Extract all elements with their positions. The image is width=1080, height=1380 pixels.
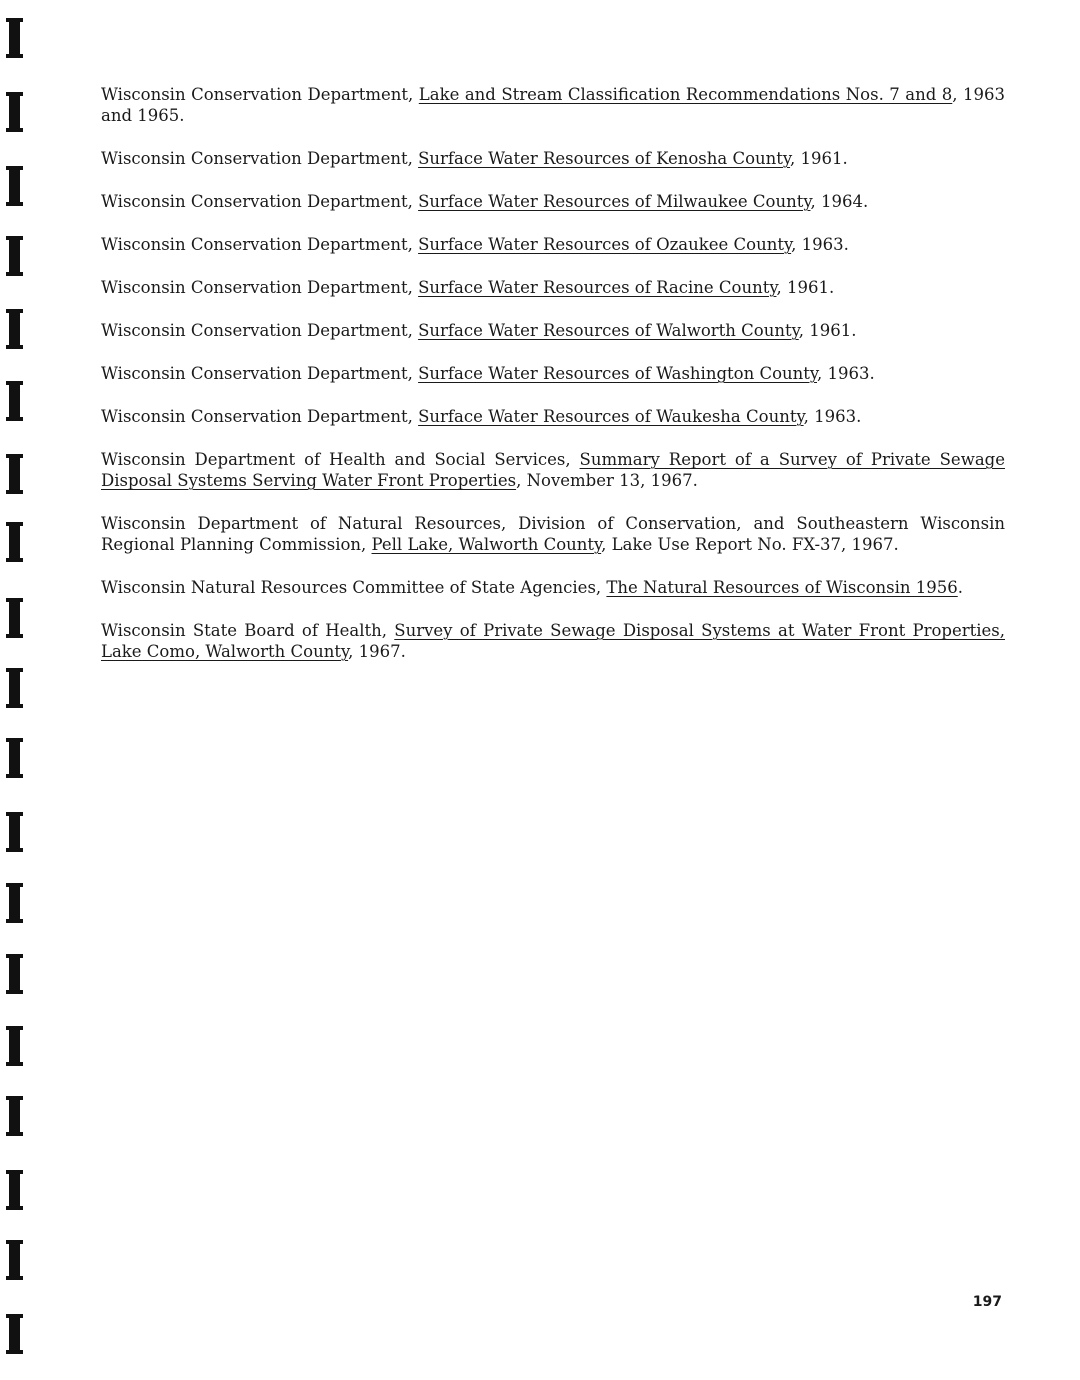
- binder-hole: [9, 668, 20, 708]
- reference-title: Surface Water Resources of Waukesha County: [418, 407, 804, 426]
- reference-entry: [101, 620, 1005, 662]
- reference-author: Wisconsin Natural Resources Committee of State Agencies,: [101, 578, 607, 597]
- reference-entry: [101, 320, 1005, 341]
- binder-hole: [9, 883, 20, 923]
- reference-author: Wisconsin Conservation Department,: [101, 407, 419, 426]
- reference-details: , November 13, 1967.: [516, 471, 698, 490]
- reference-author: Wisconsin Conservation Department,: [101, 321, 419, 340]
- reference-details: , 1963.: [817, 364, 875, 383]
- reference-details: , 1963 and 1965.: [101, 85, 1006, 125]
- reference-title: Survey of Private Sewage Disposal Systems at Water Front Properties, Lake Como, Walworth County: [101, 621, 1005, 661]
- reference-entry: [101, 449, 1005, 491]
- reference-details: , 1961.: [790, 149, 848, 168]
- reference-author: Wisconsin Department of Health and Social Services,: [101, 450, 580, 469]
- reference-author: Wisconsin Conservation Department,: [101, 278, 419, 297]
- reference-title: Surface Water Resources of Walworth County: [418, 321, 799, 340]
- binder-hole: [9, 236, 20, 276]
- reference-entry: [101, 277, 1005, 298]
- reference-details: .: [957, 578, 964, 597]
- reference-details: , 1963.: [803, 407, 862, 426]
- reference-details: , 1963.: [791, 235, 849, 254]
- reference-details: , 1961.: [776, 278, 835, 297]
- binder-hole: [9, 954, 20, 994]
- reference-details: , Lake Use Report No. FX-37, 1967.: [601, 535, 899, 554]
- reference-entry: [101, 363, 1005, 384]
- binder-hole: [9, 1240, 20, 1280]
- reference-entry: [101, 513, 1005, 555]
- binder-hole: [9, 522, 20, 562]
- reference-author: Wisconsin Conservation Department,: [101, 149, 419, 168]
- page-number: 197: [972, 1294, 1002, 1310]
- binder-hole: [9, 738, 20, 778]
- binder-hole: [9, 166, 20, 206]
- reference-title: Surface Water Resources of Washington County: [418, 364, 818, 383]
- reference-details: , 1967.: [348, 642, 406, 661]
- reference-entry: [101, 406, 1005, 427]
- binder-hole: [9, 309, 20, 349]
- reference-author: Wisconsin State Board of Health,: [101, 621, 395, 640]
- reference-list: [101, 84, 1005, 684]
- reference-author: Wisconsin Conservation Department,: [101, 364, 419, 383]
- reference-author: Wisconsin Conservation Department,: [101, 85, 419, 104]
- binder-hole: [9, 598, 20, 638]
- reference-author: Wisconsin Department of Natural Resources, Division of Conservation, and Southeastern Wisconsin Regional Planning Commission,: [101, 514, 1005, 554]
- reference-entry: [101, 191, 1005, 212]
- reference-details: , 1964.: [810, 192, 869, 211]
- reference-title: Pell Lake, Walworth County: [371, 535, 602, 554]
- reference-details: , 1961.: [798, 321, 857, 340]
- reference-title: Surface Water Resources of Kenosha County: [418, 149, 791, 168]
- binder-hole: [9, 381, 20, 421]
- binder-hole: [9, 1026, 20, 1066]
- reference-title: Surface Water Resources of Ozaukee County: [418, 235, 792, 254]
- binder-hole: [9, 812, 20, 852]
- reference-entry: [101, 577, 1005, 598]
- binder-hole: [9, 1170, 20, 1210]
- reference-title: Summary Report of a Survey of Private Sewage Disposal Systems Serving Water Front Properties: [101, 450, 1005, 490]
- reference-entry: [101, 84, 1005, 126]
- binder-holes: [6, 0, 26, 1380]
- reference-title: Surface Water Resources of Racine County: [418, 278, 777, 297]
- binder-hole: [9, 454, 20, 494]
- reference-title: The Natural Resources of Wisconsin 1956: [606, 578, 958, 597]
- binder-hole: [9, 1096, 20, 1136]
- reference-title: Surface Water Resources of Milwaukee County: [418, 192, 811, 211]
- reference-entry: [101, 234, 1005, 255]
- binder-hole: [9, 1314, 20, 1354]
- reference-author: Wisconsin Conservation Department,: [101, 192, 419, 211]
- binder-hole: [9, 92, 20, 132]
- reference-title: Lake and Stream Classification Recommendations Nos. 7 and 8: [418, 85, 953, 104]
- reference-author: Wisconsin Conservation Department,: [101, 235, 419, 254]
- binder-hole: [9, 18, 20, 58]
- reference-entry: [101, 148, 1005, 169]
